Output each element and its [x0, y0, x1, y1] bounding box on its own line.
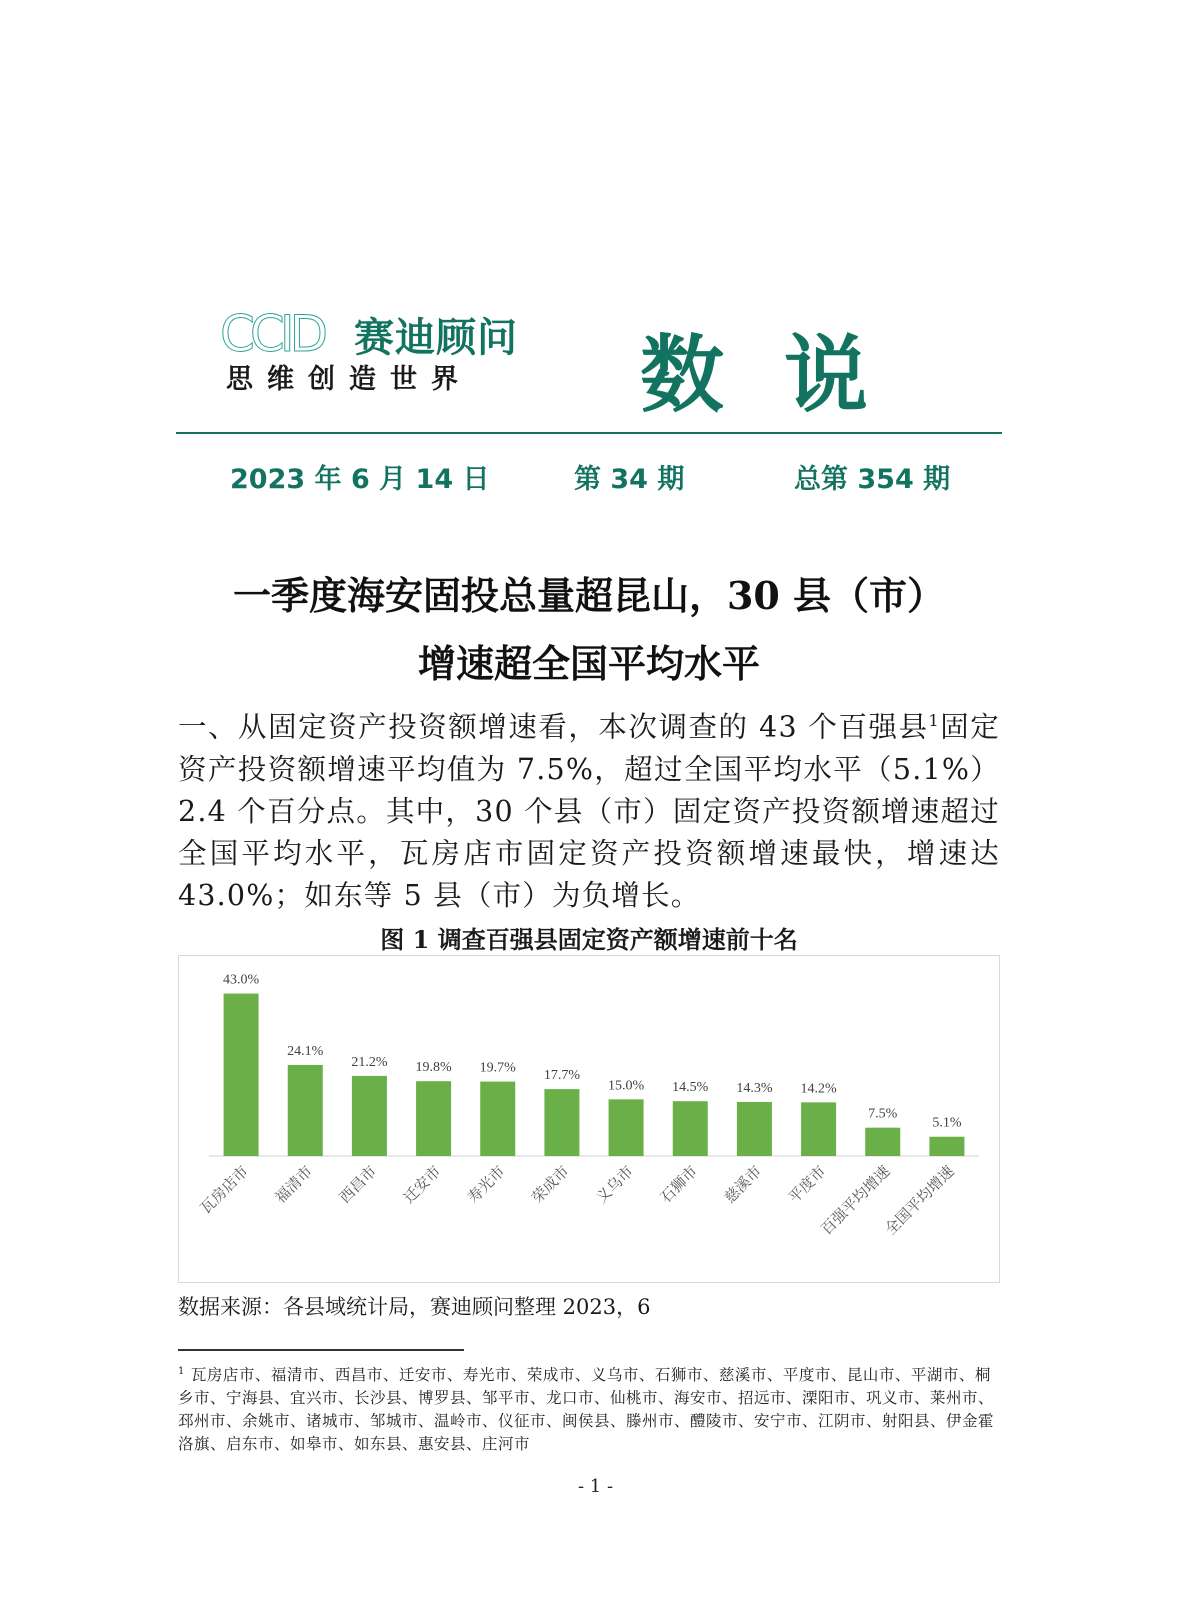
- category-label-6: 荣成市: [528, 1162, 573, 1207]
- category-label-10: 平度市: [784, 1162, 830, 1207]
- bar-2: [288, 1065, 323, 1156]
- category-label-2: 福清市: [271, 1162, 317, 1207]
- body-paragraph-part-2: 固定资产投资额增速平均值为 7.5%，超过全国平均水平（5.1%）2.4 个百分点。其中，30 个县（市）固定资产投资额增速超过全国平均水平，瓦房店市固定资产投资额增速最快，增速达 43.0%；如东等 5 县（市）为负增长。: [178, 710, 1000, 912]
- bar-7: [609, 1099, 644, 1156]
- footnote-reference[interactable]: 1: [928, 711, 940, 730]
- ccid-logo-chinese: 赛迪顾问: [354, 315, 518, 361]
- data-label-7: 15.0%: [607, 1078, 645, 1094]
- data-label-3: 21.2%: [351, 1054, 388, 1070]
- data-label-11: 7.5%: [868, 1106, 898, 1122]
- category-label-4: 迁安市: [399, 1162, 445, 1207]
- footnote-text: 瓦房店市、福清市、西昌市、迁安市、寿光市、荣成市、义乌市、石狮市、慈溪市、平度市、昆山市、平湖市、桐乡市、宁海县、宜兴市、长沙县、博罗县、邹平市、龙口市、仙桃市、海安市、招远市、溧阳市、巩义市、莱州市、邳州市、余姚市、诸城市、邹城市、温岭市、仪征市、闽侯县、滕州市、醴陵市、安宁市、江阴市、射阳县、伊金霍洛旗、启东市、如皋市、如东县、惠安县、庄河市: [178, 1366, 995, 1454]
- category-label-5: 寿光市: [464, 1162, 509, 1207]
- bar-8: [673, 1101, 708, 1156]
- data-label-8: 14.5%: [672, 1080, 709, 1096]
- headline: [176, 562, 1002, 698]
- bar-5: [480, 1082, 515, 1156]
- footnote-divider: [178, 1349, 464, 1351]
- body-paragraph-part-1: 一、从固定资产投资额增速看，本次调查的 43 个百强县: [178, 710, 929, 744]
- masthead-title: 数说: [640, 326, 929, 424]
- bar-10: [801, 1102, 836, 1156]
- bar-4: [416, 1081, 451, 1156]
- page-number: - 1 -: [577, 1476, 614, 1497]
- data-label-2: 24.1%: [287, 1043, 324, 1059]
- data-label-12: 5.1%: [932, 1115, 962, 1131]
- headline-line-2: 增速超全国平均水平: [417, 641, 760, 686]
- ccid-logo-wordmark: CCID: [220, 305, 324, 363]
- category-label-3: 西昌市: [335, 1162, 381, 1207]
- headline-line-1: 一季度海安固投总量超昆山，30 县（市）: [232, 573, 946, 618]
- category-label-9: 慈溪市: [720, 1162, 766, 1207]
- issue-number: 第 34 期: [574, 464, 685, 495]
- bar-9: [737, 1102, 772, 1156]
- data-label-1: 43.0%: [222, 972, 260, 988]
- bar-12: [929, 1137, 964, 1156]
- issue-total: 总第 354 期: [794, 464, 951, 495]
- data-label-6: 17.7%: [543, 1068, 581, 1084]
- figure-title: 图 1 调查百强县固定资产额增速前十名: [380, 925, 798, 954]
- slogan: 思维创造世界: [226, 364, 472, 395]
- masthead-divider: [176, 432, 1002, 434]
- body-paragraph: [178, 700, 1000, 917]
- category-label-1: 瓦房店市: [196, 1162, 252, 1218]
- bar-chart-svg: [179, 956, 998, 1281]
- category-label-8: 石狮市: [656, 1162, 702, 1207]
- issue-date: 2023 年 6 月 14 日: [230, 464, 490, 495]
- issue-info: [230, 457, 950, 497]
- footnote-mark: 1: [178, 1366, 185, 1377]
- bar-chart: [178, 955, 1000, 1283]
- data-label-9: 14.3%: [736, 1080, 773, 1096]
- category-label-7: 义乌市: [592, 1162, 637, 1207]
- bar-3: [352, 1076, 387, 1156]
- data-label-10: 14.2%: [800, 1081, 837, 1097]
- bar-6: [544, 1089, 579, 1156]
- category-label-12: 全国平均增速: [881, 1162, 958, 1239]
- footnote: [178, 1360, 1004, 1456]
- category-label-11: 百强平均增速: [817, 1162, 894, 1239]
- data-label-4: 19.8%: [415, 1060, 452, 1076]
- data-source: 数据来源：各县域统计局，赛迪顾问整理 2023，6: [178, 1295, 651, 1319]
- bar-1: [224, 994, 259, 1156]
- data-label-5: 19.7%: [479, 1060, 516, 1076]
- bar-11: [865, 1128, 900, 1156]
